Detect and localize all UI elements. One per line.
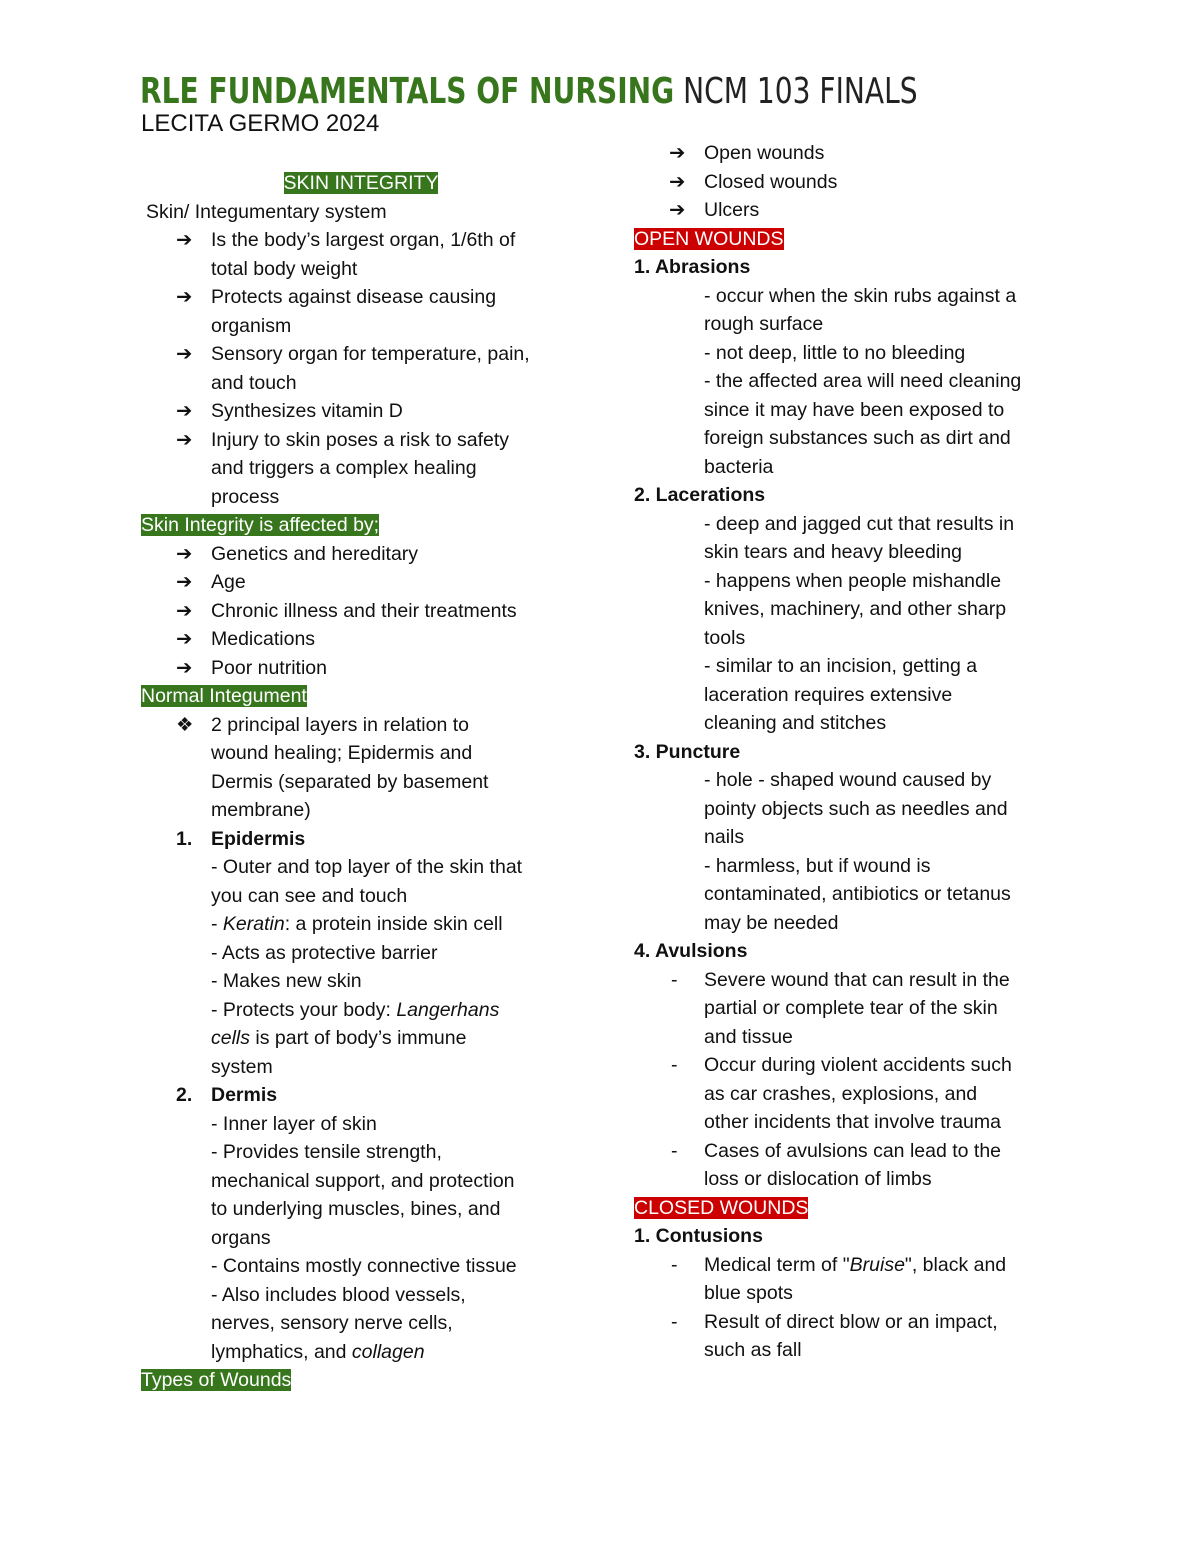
list-item-cont: and touch: [211, 371, 297, 394]
list-item: ➔ Ulcers: [634, 196, 1074, 225]
epidermis-line: - Outer and top layer of the skin that: [211, 856, 523, 878]
list-item: - Medical term of "Bruise", black and: [634, 1251, 1074, 1280]
list-item: ➔ Medications: [141, 625, 581, 654]
epidermis-line: you can see and touch: [211, 884, 408, 907]
dermis-line: - Also includes blood vessels,: [211, 1283, 466, 1306]
list-item: ➔ Genetics and hereditary: [141, 540, 581, 569]
abrasions-line: bacteria: [704, 455, 774, 478]
list-item: ➔ Age: [141, 568, 581, 597]
list-item-cont: and triggers a complex healing: [211, 457, 477, 479]
dermis-line: - Inner layer of skin: [211, 1112, 377, 1135]
arrow-icon: ➔: [176, 542, 193, 565]
skin-system-label: Skin/ Integumentary system: [146, 200, 387, 223]
abrasions-line: - occur when the skin rubs against a: [704, 284, 1017, 307]
arrow-icon: ➔: [176, 286, 193, 308]
puncture-line: nails: [704, 826, 745, 848]
affected-heading: Skin Integrity is affected by;: [141, 514, 380, 536]
skin-integrity-heading-row: [141, 169, 581, 198]
list-item: ➔ Closed wounds: [634, 168, 1074, 197]
list-item: ➔ Sensory organ for temperature, pain,: [141, 340, 581, 369]
list-item: ➔ Chronic illness and their treatments: [141, 597, 581, 626]
arrow-icon: ➔: [669, 199, 686, 221]
list-item-cont: total body weight: [211, 257, 358, 280]
puncture-line: contaminated, antibiotics or tetanus: [704, 883, 1011, 905]
list-item-cont: loss or dislocation of limbs: [704, 1168, 932, 1190]
puncture-line: pointy objects such as needles and: [704, 797, 1008, 820]
dash-icon: -: [671, 968, 678, 991]
arrow-icon: ➔: [176, 229, 193, 251]
document-title: [140, 70, 918, 114]
epidermis-keratin-line: - Keratin: a protein inside skin cell: [211, 913, 503, 935]
abrasions-line: - not deep, little to no bleeding: [704, 341, 966, 364]
avulsions-heading: 4. Avulsions: [634, 940, 748, 962]
dash-icon: -: [671, 1139, 678, 1162]
lacerations-line: - similar to an incision, getting a: [704, 655, 978, 677]
list-item: ➔ Synthesizes vitamin D: [141, 397, 581, 426]
list-item: - Occur during violent accidents such: [634, 1051, 1074, 1080]
list-item-cont: membrane): [211, 799, 311, 821]
list-item: ➔ Injury to skin poses a risk to safety: [141, 426, 581, 455]
list-item-cont: as car crashes, explosions, and: [704, 1082, 978, 1105]
arrow-icon: ➔: [176, 571, 193, 593]
epidermis-protect-line: cells is part of body’s immune: [211, 1027, 467, 1049]
dermis-last-line: lymphatics, and collagen: [211, 1340, 425, 1363]
epidermis-heading: 1. Epidermis: [141, 825, 581, 854]
list-item-cont: wound healing; Epidermis and: [211, 742, 473, 764]
puncture-line: - hole - shaped wound caused by: [704, 769, 992, 791]
list-item: - Result of direct blow or an impact,: [634, 1308, 1074, 1337]
epidermis-line: - Makes new skin: [211, 970, 362, 992]
dermis-number: 2.: [176, 1084, 193, 1106]
lacerations-line: laceration requires extensive: [704, 683, 953, 706]
normal-integument-heading: Normal Integument: [141, 685, 307, 707]
lacerations-line: skin tears and heavy bleeding: [704, 541, 963, 563]
arrow-icon: ➔: [176, 656, 193, 679]
puncture-line: - harmless, but if wound is: [704, 854, 931, 877]
list-item-cont: and tissue: [704, 1025, 793, 1048]
list-item-cont: Dermis (separated by basement: [211, 770, 489, 793]
list-item-cont: organism: [211, 314, 292, 337]
abrasions-line: rough surface: [704, 313, 824, 335]
author-line: LECITA GERMO 2024: [141, 110, 380, 137]
arrow-icon: ➔: [176, 343, 193, 365]
lacerations-line: cleaning and stitches: [704, 712, 887, 734]
skin-facts-list: [141, 226, 581, 511]
arrow-icon: ➔: [669, 142, 686, 164]
right-column: [634, 139, 1074, 1365]
epidermis-line: system: [211, 1055, 273, 1078]
dermis-line: - Provides tensile strength,: [211, 1141, 442, 1163]
puncture-line: may be needed: [704, 911, 839, 934]
list-item: ❖ 2 principal layers in relation to: [141, 711, 581, 740]
lacerations-line: tools: [704, 626, 746, 649]
closed-wounds-heading: CLOSED WOUNDS: [634, 1196, 809, 1219]
affected-list: [141, 540, 581, 683]
lacerations-heading: 2. Lacerations: [634, 484, 766, 506]
abrasions-heading: 1. Abrasions: [634, 256, 751, 278]
list-item: - Cases of avulsions can lead to the: [634, 1137, 1074, 1166]
list-item-cont: partial or complete tear of the skin: [704, 997, 998, 1019]
dermis-line: mechanical support, and protection: [211, 1169, 515, 1192]
epidermis-number: 1.: [176, 827, 193, 850]
abrasions-line: since it may have been exposed to: [704, 398, 1005, 421]
list-item: ➔ Open wounds: [634, 139, 1074, 168]
types-of-wounds-heading: Types of Wounds: [141, 1369, 292, 1391]
dash-icon: -: [671, 1253, 678, 1276]
list-item: ➔ Protects against disease causing: [141, 283, 581, 312]
list-item: ➔ Is the body’s largest organ, 1/6th of: [141, 226, 581, 255]
dermis-heading: 2. Dermis: [141, 1081, 581, 1110]
dermis-line: nerves, sensory nerve cells,: [211, 1312, 453, 1334]
arrow-icon: ➔: [176, 428, 193, 451]
abrasions-line: foreign substances such as dirt and: [704, 427, 1011, 449]
list-item-cont: process: [211, 485, 280, 508]
dash-icon: -: [671, 1054, 678, 1076]
diamond-icon: ❖: [176, 713, 194, 736]
epidermis-protect-line: - Protects your body: Langerhans: [211, 998, 500, 1021]
contusions-heading: 1. Contusions: [634, 1225, 763, 1247]
puncture-heading: 3. Puncture: [634, 740, 741, 763]
abrasions-line: - the affected area will need cleaning: [704, 370, 1022, 392]
arrow-icon: ➔: [176, 400, 193, 422]
list-item-cont: blue spots: [704, 1282, 793, 1304]
open-wounds-heading: OPEN WOUNDS: [634, 227, 784, 250]
arrow-icon: ➔: [669, 170, 686, 193]
lacerations-line: - happens when people mishandle: [704, 569, 1002, 592]
arrow-icon: ➔: [176, 628, 193, 650]
dermis-line: to underlying muscles, bines, and: [211, 1198, 501, 1220]
dermis-line: - Contains mostly connective tissue: [211, 1255, 517, 1277]
skin-integrity-heading: SKIN INTEGRITY: [283, 172, 439, 194]
list-item-cont: such as fall: [704, 1339, 802, 1361]
lacerations-line: knives, machinery, and other sharp: [704, 598, 1007, 620]
list-item: ➔ Poor nutrition: [141, 654, 581, 683]
dash-icon: -: [671, 1310, 678, 1333]
arrow-icon: ➔: [176, 599, 193, 622]
dermis-line: organs: [211, 1226, 271, 1249]
epidermis-line: - Acts as protective barrier: [211, 941, 438, 964]
list-item-cont: other incidents that involve trauma: [704, 1111, 1001, 1133]
lacerations-line: - deep and jagged cut that results in: [704, 512, 1015, 535]
title-main: RLE FUNDAMENTALS OF NURSING: [140, 71, 675, 112]
list-item: - Severe wound that can result in the: [634, 966, 1074, 995]
title-sub: NCM 103 FINALS: [683, 71, 918, 112]
left-column: [141, 169, 581, 1395]
